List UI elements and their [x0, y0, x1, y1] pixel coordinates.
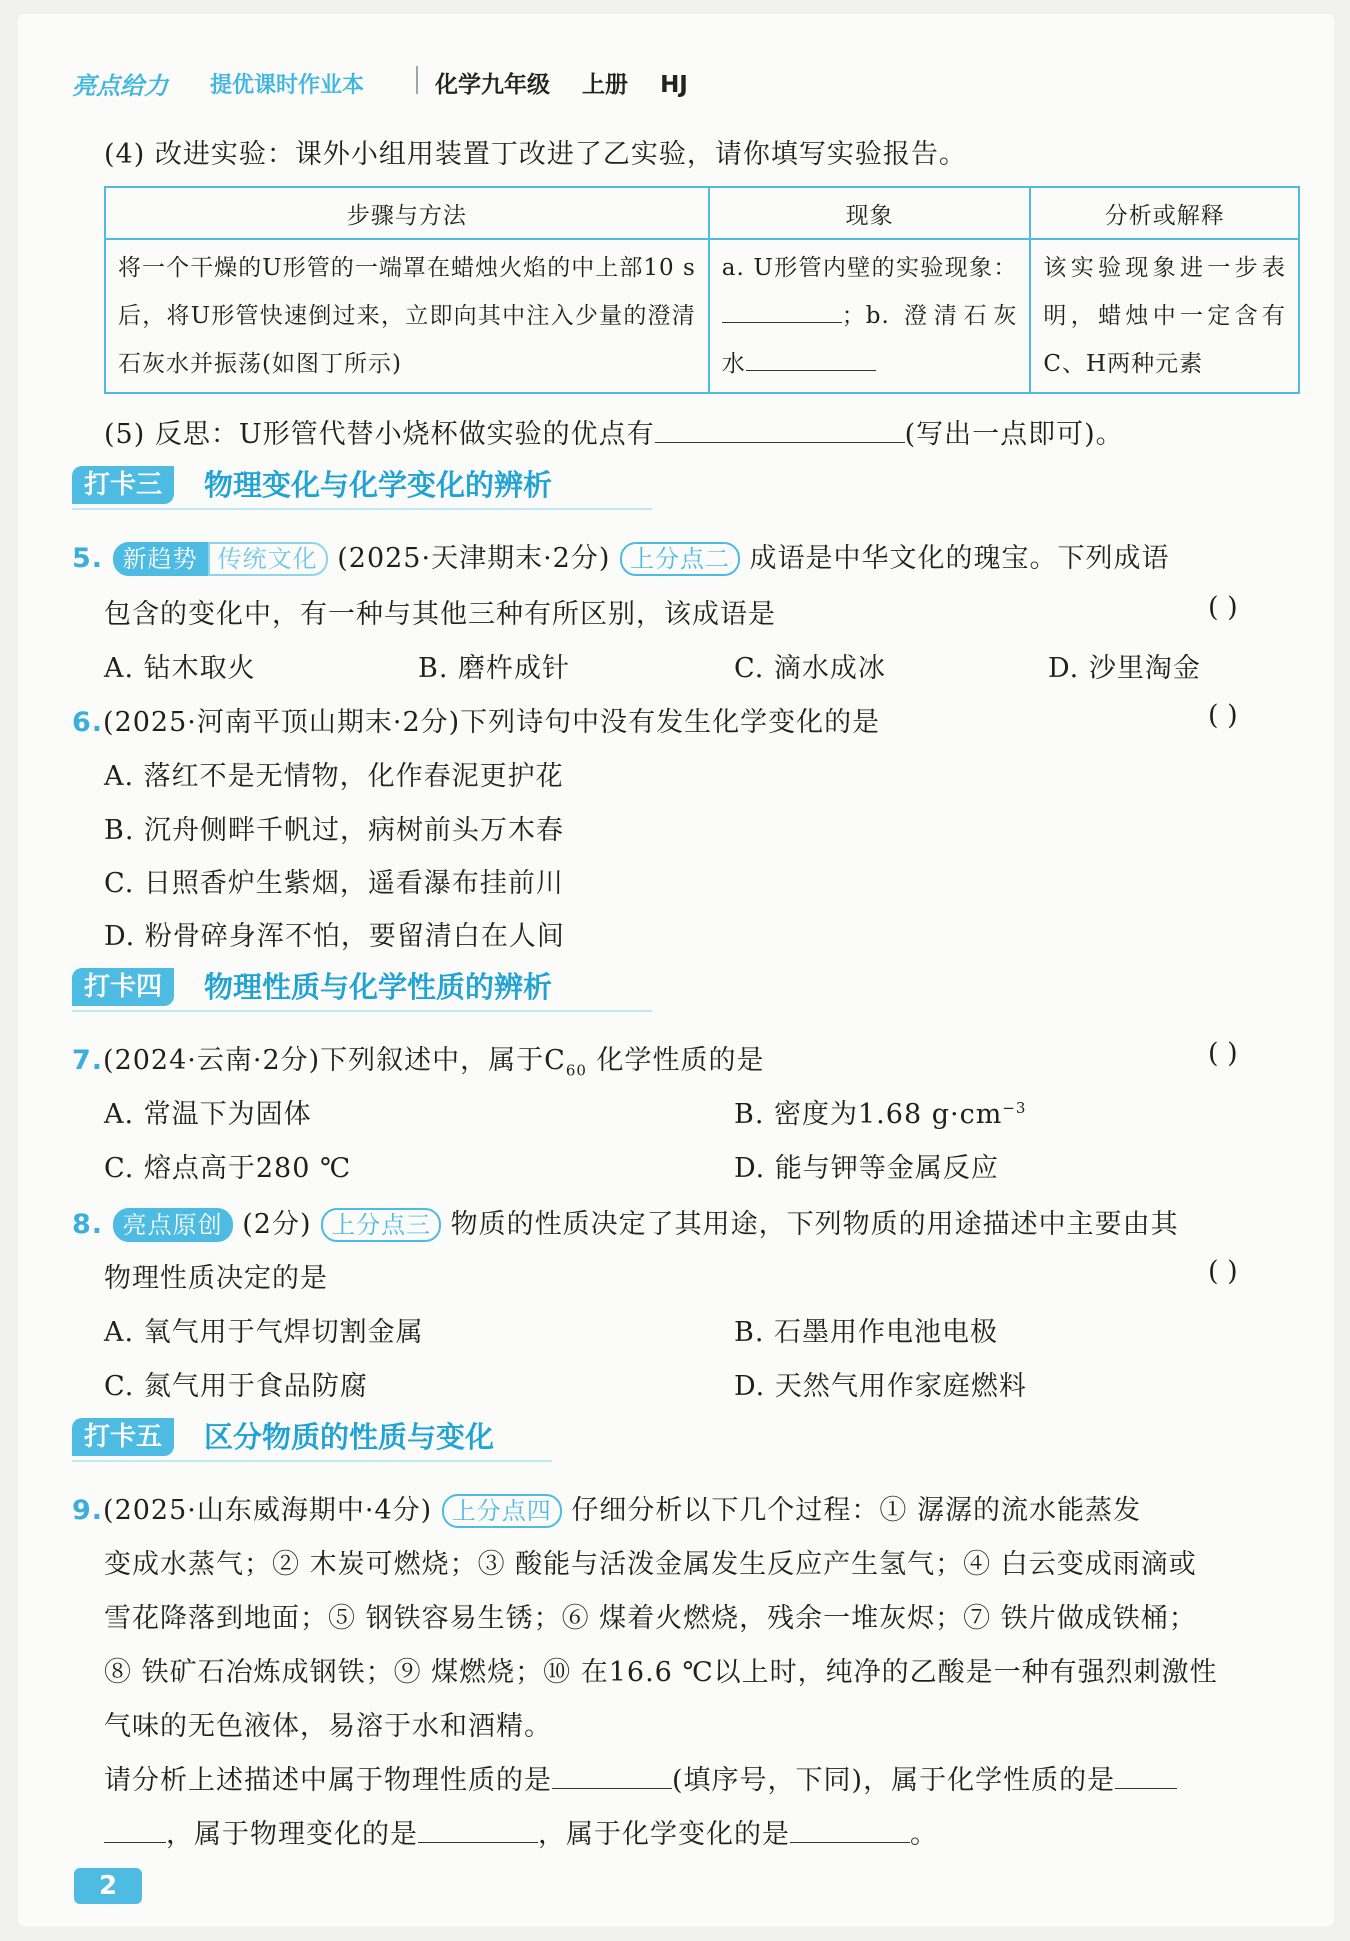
option-d: D. 能与钾等金属反应	[734, 1153, 999, 1184]
brand-logo: 亮点给力	[72, 72, 168, 100]
series-name: 提优课时作业本	[210, 73, 365, 98]
section-tag: 打卡四	[72, 968, 174, 1006]
question-source: (2025·山东威海期中·4分)	[103, 1495, 433, 1526]
phenomenon-b: ；b. 澄清石灰水	[721, 303, 1018, 377]
ask-text: 。	[910, 1819, 938, 1850]
section-underline	[72, 508, 652, 510]
section-title: 物理性质与化学性质的辨析	[204, 970, 553, 1004]
answer-paren[interactable]: ( )	[1208, 1038, 1238, 1069]
question-text: 物质的性质决定了其用途，下列物质的用途描述中主要由其	[450, 1209, 1179, 1240]
ask-text: 请分析上述描述中属于物理性质的是	[104, 1765, 552, 1796]
score-point-tag: 上分点二	[620, 542, 740, 576]
subject: 化学九年级	[435, 72, 550, 98]
question-9-line4: ⑧ 铁矿石冶炼成钢铁；⑨ 煤燃烧；⑩ 在16.6 ℃以上时，纯净的乙酸是一种有强烈刺激性	[104, 1657, 1218, 1688]
option-a: A. 钻木取火	[104, 653, 256, 684]
step-cell: 将一个干燥的U形管的一端罩在蜡烛火焰的中上部10 s后，将U形管快速倒过来，立即向其中注入少量的澄清石灰水并振荡(如图丁所示)	[105, 239, 709, 393]
option-d: D. 粉骨碎身浑不怕，要留清白在人间	[104, 921, 565, 952]
table-header: 分析或解释	[1030, 187, 1299, 239]
subscript: 60	[565, 1061, 587, 1080]
option-c: C. 滴水成冰	[734, 653, 886, 684]
option-c: C. 熔点高于280 ℃	[104, 1153, 352, 1184]
question-text-end: 化学性质的是	[586, 1045, 765, 1076]
superscript: −3	[1002, 1099, 1027, 1117]
question-8-line2: 物理性质决定的是	[104, 1263, 328, 1294]
section-banner-5	[72, 1414, 552, 1462]
question-9-line3: 雪花降落到地面；⑤ 钢铁容易生锈；⑥ 煤着火燃烧，残余一堆灰烬；⑦ 铁片做成铁桶；	[104, 1603, 1197, 1634]
question-7	[72, 1038, 765, 1079]
culture-tag: 传统文化	[208, 542, 328, 576]
section-tag: 打卡五	[72, 1418, 174, 1456]
answer-blank[interactable]	[1115, 1788, 1177, 1789]
answer-paren[interactable]: ( )	[1208, 592, 1238, 623]
question-number: 6.	[72, 707, 104, 738]
ask-text: ，属于物理变化的是	[166, 1819, 418, 1850]
section-underline	[72, 1460, 552, 1462]
question-8-line1	[72, 1202, 1179, 1242]
answer-blank[interactable]	[418, 1842, 538, 1843]
trend-tag: 新趋势	[113, 542, 208, 576]
option-b: B. 沉舟侧畔千帆过，病树前头万木春	[104, 815, 565, 846]
option-b	[734, 1092, 1026, 1131]
ask-text: (填序号，下同)，属于化学性质的是	[672, 1765, 1116, 1796]
score-point-tag: 上分点四	[442, 1494, 562, 1528]
question-5-line2: 包含的变化中，有一种与其他三种有所区别，该成语是	[104, 599, 776, 630]
answer-blank[interactable]	[655, 442, 905, 443]
original-tag: 亮点原创	[113, 1208, 233, 1242]
question-9-line1	[72, 1488, 1141, 1528]
option-d: D. 沙里淘金	[1048, 653, 1201, 684]
answer-blank[interactable]	[790, 1842, 910, 1843]
question-9-line2: 变成水蒸气；② 木炭可燃烧；③ 酸能与活泼金属发生反应产生氢气；④ 白云变成雨滴或	[104, 1549, 1197, 1580]
question-text: 仔细分析以下几个过程：① 潺潺的流水能蒸发	[571, 1495, 1141, 1526]
question-number: 8.	[72, 1209, 104, 1240]
analysis-cell: 该实验现象进一步表明，蜡烛中一定含有C、H两种元素	[1030, 239, 1299, 393]
question-text: (2024·云南·2分)下列叙述中，属于C	[103, 1045, 566, 1076]
question-9-ask-line2	[104, 1812, 938, 1851]
option-a: A. 常温下为固体	[104, 1099, 312, 1130]
section-tag: 打卡三	[72, 466, 174, 504]
option-c: C. 日照香炉生紫烟，遥看瀑布挂前川	[104, 868, 564, 899]
option-d: D. 天然气用作家庭燃料	[734, 1371, 1027, 1402]
answer-paren[interactable]: ( )	[1208, 700, 1238, 731]
option-b-text: B. 密度为1.68 g·cm	[734, 1099, 1003, 1130]
section-title: 物理变化与化学变化的辨析	[204, 468, 553, 502]
table-header-row	[105, 187, 1299, 239]
answer-paren[interactable]: ( )	[1208, 1256, 1238, 1287]
section-underline	[72, 1010, 652, 1012]
header-divider	[416, 66, 418, 94]
answer-blank[interactable]	[746, 370, 876, 371]
option-a: A. 落红不是无情物，化作春泥更护花	[104, 761, 564, 792]
option-a: A. 氧气用于气焊切割金属	[104, 1317, 424, 1348]
question-source: (2025·天津期末·2分)	[337, 543, 611, 574]
table-header: 现象	[709, 187, 1031, 239]
phenomenon-a: a. U形管内壁的实验现象：	[721, 255, 1018, 281]
answer-blank[interactable]	[552, 1788, 672, 1789]
experiment-report-table	[104, 186, 1300, 394]
question-6	[72, 700, 880, 739]
page-number: 2	[74, 1868, 142, 1904]
question-number: 5.	[72, 543, 104, 574]
question-number: 7.	[72, 1045, 104, 1076]
table-header: 步骤与方法	[105, 187, 709, 239]
question-9-line5: 气味的无色液体，易溶于水和酒精。	[104, 1711, 552, 1742]
question-number: 9.	[72, 1495, 104, 1526]
q4-part5-tail: (写出一点即可)。	[904, 419, 1124, 450]
section-banner-4	[72, 964, 652, 1012]
question-9-ask-line1	[104, 1758, 1177, 1797]
q4-part5-text: (5) 反思：U形管代替小烧杯做实验的优点有	[104, 419, 655, 450]
q4-part4-intro: (4) 改进实验：课外小组用装置丁改进了乙实验，请你填写实验报告。	[104, 139, 967, 170]
question-text: (2025·河南平顶山期末·2分)下列诗句中没有发生化学变化的是	[103, 707, 881, 738]
edition: HJ	[660, 72, 688, 98]
answer-blank[interactable]	[104, 1842, 166, 1843]
section-banner-3	[72, 462, 652, 510]
question-score: (2分)	[242, 1209, 312, 1240]
option-b: B. 磨杵成针	[418, 653, 571, 684]
question-5-line1	[72, 536, 1170, 576]
answer-blank[interactable]	[722, 322, 842, 323]
score-point-tag: 上分点三	[321, 1208, 441, 1242]
ask-text: ，属于化学变化的是	[538, 1819, 790, 1850]
phenomenon-cell	[709, 239, 1031, 393]
section-title: 区分物质的性质与变化	[204, 1420, 495, 1454]
table-row	[105, 239, 1299, 393]
option-c: C. 氮气用于食品防腐	[104, 1371, 368, 1402]
volume: 上册	[582, 72, 629, 98]
question-text: 成语是中华文化的瑰宝。下列成语	[749, 543, 1170, 574]
option-b: B. 石墨用作电池电极	[734, 1317, 999, 1348]
q4-part5	[104, 412, 1124, 451]
header-info	[435, 66, 688, 99]
